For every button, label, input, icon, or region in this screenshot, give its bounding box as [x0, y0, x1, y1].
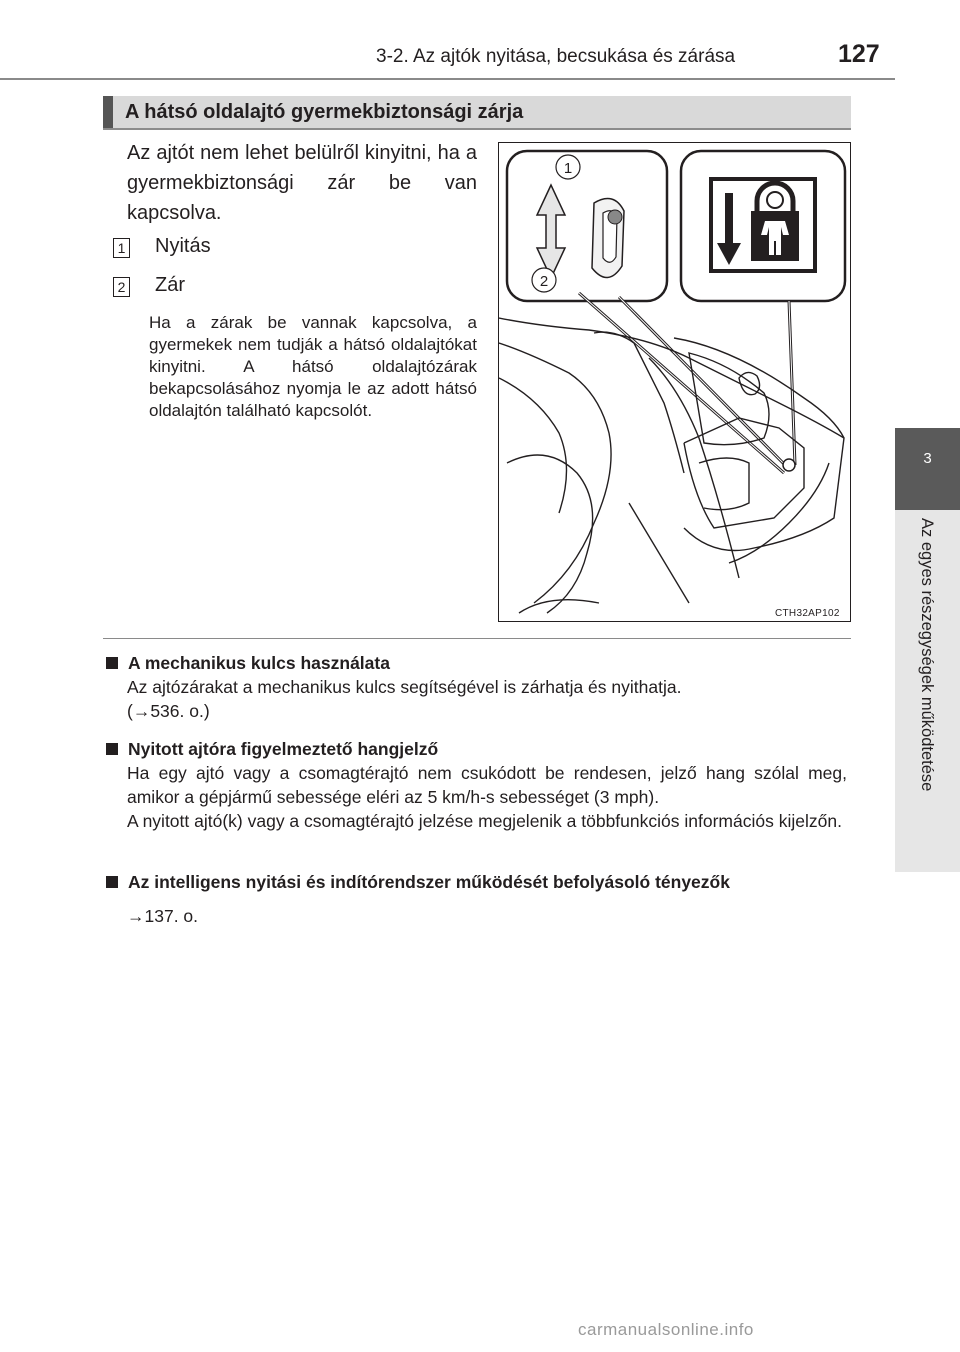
section-divider — [103, 638, 851, 639]
subsection-heading — [106, 870, 866, 894]
chapter-tab[interactable] — [895, 510, 960, 872]
subsection-heading-text: A mechanikus kulcs használata — [128, 653, 390, 673]
watermark: carmanualsonline.info — [578, 1320, 754, 1339]
figure-code: CTH32AP102 — [775, 608, 840, 619]
callout-1-label: 1 — [563, 160, 573, 177]
section-intro: Az ajtót nem lehet belülről kinyitni, ha a gyermekbiztonsági zár be van kapcsolva. — [127, 142, 477, 224]
switch-detail-box — [507, 151, 667, 301]
page-number: 127 — [838, 40, 880, 68]
square-bullet-icon — [106, 657, 118, 669]
page-reference-link[interactable]: →137. o. — [127, 906, 199, 926]
chapter-tab-label: Az egyes részegységek működtetése — [918, 518, 936, 792]
switch-location-marker — [783, 459, 795, 471]
subsection-heading-text: Az intelligens nyitási és indítórendszer működését befolyásoló tényezők — [128, 872, 730, 892]
child-lock-switch-icon — [592, 199, 624, 278]
step-label: Zár — [155, 274, 185, 296]
callout-2 — [532, 268, 556, 292]
subsection-heading — [106, 737, 866, 761]
subsection-heading-text: Nyitott ajtóra figyelmeztető hangjelző — [128, 739, 439, 759]
subsection-mechanical-key — [106, 651, 866, 723]
page-reference-link[interactable]: (→536. o.) — [127, 701, 210, 721]
car-rear-door-illustration — [499, 143, 851, 622]
subsection-line: Ha egy ajtó vagy a csomagtérajtó nem csukódott be rendesen, jelző hang szólal meg, amikor a gépjármű sebessége eléri az 5 km/h-s sebességet (3 mph). — [127, 763, 847, 807]
padlock-child-icon — [751, 183, 799, 261]
square-bullet-icon — [106, 743, 118, 755]
step-label: Nyitás — [155, 235, 211, 257]
section-heading-bar — [103, 96, 851, 130]
callout-1 — [556, 155, 580, 179]
subsection-open-door-warning — [106, 737, 866, 833]
figure-frame — [498, 142, 851, 622]
header-rule — [0, 78, 895, 80]
section-title: A hátsó oldalajtó gyermekbiztonsági zárja — [125, 101, 524, 123]
subsection-line: Az ajtózárakat a mechanikus kulcs segítségével is zárhatja és nyithatja. — [127, 677, 682, 697]
square-bullet-icon — [106, 876, 118, 888]
step-number: 2 — [113, 277, 130, 297]
chapter-tab-number[interactable]: 3 — [895, 428, 960, 510]
subsection-heading — [106, 651, 866, 675]
subsection-line: A nyitott ajtó(k) vagy a csomagtérajtó jelzése megjelenik a többfunkciós információs kijelzőn. — [127, 811, 842, 831]
section-bar-accent — [103, 96, 113, 128]
step-number: 1 — [113, 238, 130, 258]
callout-2-label: 2 — [539, 273, 549, 290]
subsection-smart-entry — [106, 870, 866, 928]
running-header: 3-2. Az ajtók nyitása, becsukása és zárása — [376, 46, 736, 67]
section-note: Ha a zárak be vannak kapcsolva, a gyermekek nem tudják a hátsó oldalajtókat kinyitni. A hátsó oldalajtózárak bekapcsolásához nyomja le az adott hátsó oldalajtón található kapcsolót. — [149, 313, 477, 420]
